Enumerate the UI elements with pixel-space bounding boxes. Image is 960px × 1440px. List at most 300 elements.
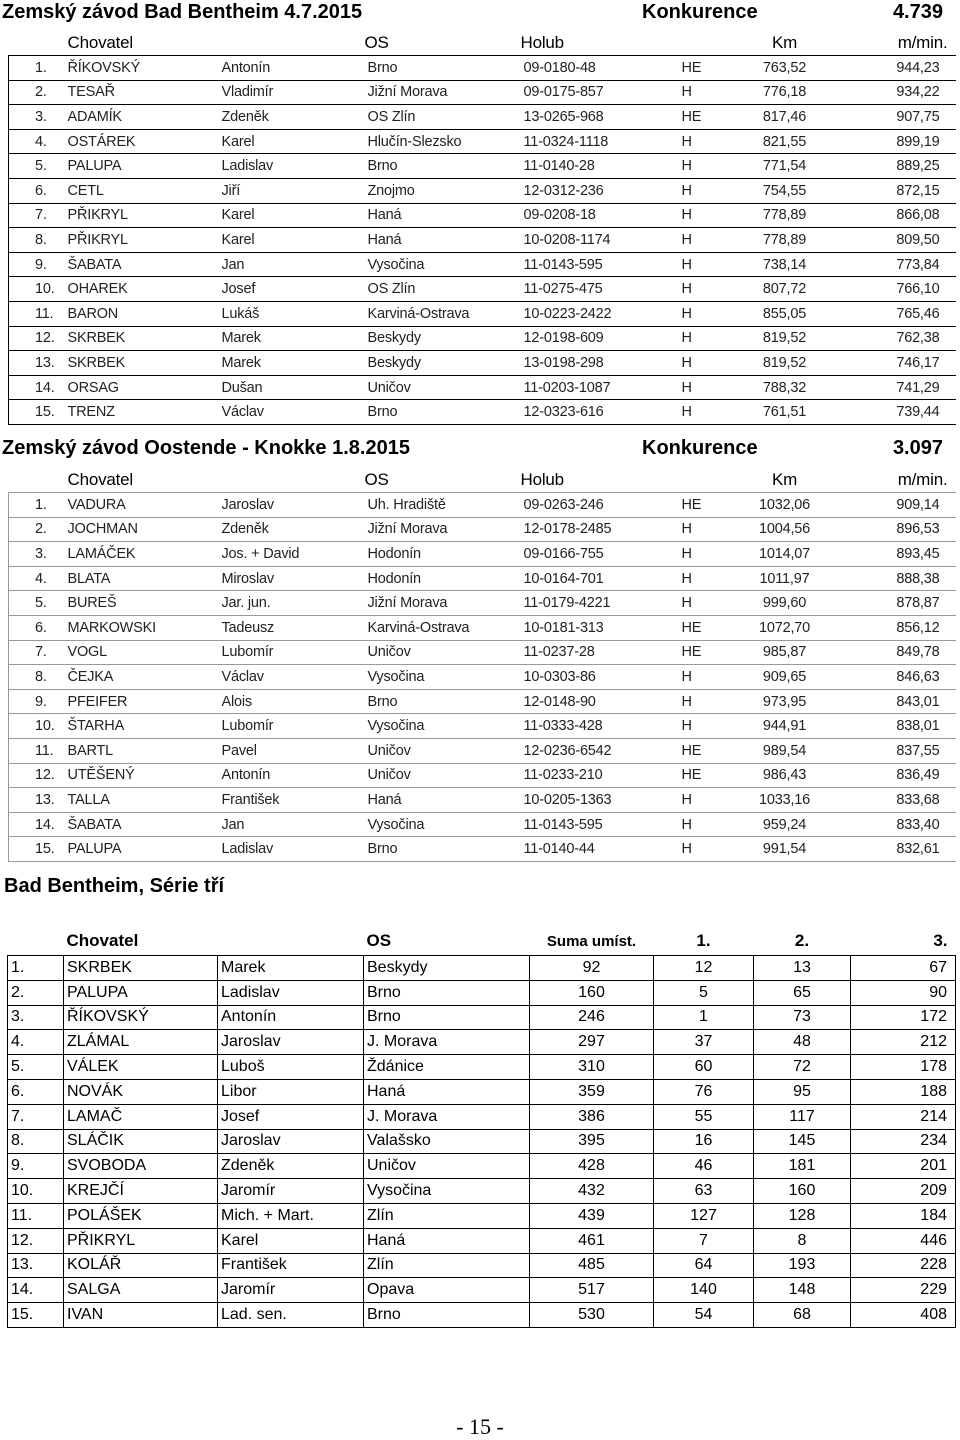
cell-distance: 754,55 xyxy=(727,178,843,203)
cell-club: Brno xyxy=(365,689,521,714)
cell-ring-number: 11-0140-28 xyxy=(521,154,679,179)
cell-place-1: 46 xyxy=(654,1154,754,1179)
cell-rank: 3. xyxy=(9,105,65,130)
cell-rank: 15. xyxy=(9,837,65,862)
table-row xyxy=(9,763,956,788)
cell-rank: 12. xyxy=(9,763,65,788)
cell-club: Uh. Hradiště xyxy=(365,493,521,518)
cell-rank: 5. xyxy=(9,154,65,179)
cell-sum: 439 xyxy=(530,1203,654,1228)
cell-speed: 893,45 xyxy=(843,542,956,567)
cell-sex: H xyxy=(679,129,727,154)
header-blank xyxy=(8,927,64,956)
cell-distance: 1011,97 xyxy=(727,566,843,591)
cell-ring-number: 13-0265-968 xyxy=(521,105,679,130)
cell-rank: 5. xyxy=(9,591,65,616)
table-row xyxy=(9,665,956,690)
cell-sum: 428 xyxy=(530,1154,654,1179)
cell-surname: PŘIKRYL xyxy=(65,203,219,228)
cell-place-1: 7 xyxy=(654,1228,754,1253)
series-title: Bad Bentheim, Série tří xyxy=(4,875,225,897)
header-chovatel: Chovatel xyxy=(64,927,218,956)
cell-sex: HE xyxy=(679,763,727,788)
cell-distance: 817,46 xyxy=(727,105,843,130)
cell-firstname: Marek xyxy=(218,956,364,981)
cell-rank: 6. xyxy=(9,615,65,640)
cell-distance: 985,87 xyxy=(727,640,843,665)
cell-distance: 819,52 xyxy=(727,326,843,351)
cell-sex: H xyxy=(679,351,727,376)
table-row xyxy=(8,1179,956,1204)
cell-ring-number: 11-0324-1118 xyxy=(521,129,679,154)
cell-firstname: Jaroslav xyxy=(219,493,365,518)
cell-surname: SALGA xyxy=(64,1278,218,1303)
header-blank xyxy=(679,468,727,493)
cell-surname: BLATA xyxy=(65,566,219,591)
cell-speed: 765,46 xyxy=(843,301,956,326)
cell-firstname: Jiří xyxy=(219,178,365,203)
race1-title: Zemský závod Bad Bentheim 4.7.2015 xyxy=(2,1,363,23)
cell-ring-number: 11-0179-4221 xyxy=(521,591,679,616)
cell-distance: 986,43 xyxy=(727,763,843,788)
cell-speed: 741,29 xyxy=(843,375,956,400)
cell-speed: 944,23 xyxy=(843,56,956,81)
table-row xyxy=(9,400,956,425)
table-row xyxy=(9,56,956,81)
cell-distance: 821,55 xyxy=(727,129,843,154)
cell-firstname: Jan xyxy=(219,252,365,277)
cell-club: Beskydy xyxy=(364,956,530,981)
cell-rank: 9. xyxy=(9,689,65,714)
cell-club: Beskydy xyxy=(365,351,521,376)
cell-distance: 761,51 xyxy=(727,400,843,425)
cell-place-1: 54 xyxy=(654,1303,754,1328)
cell-ring-number: 11-0203-1087 xyxy=(521,375,679,400)
table-row xyxy=(8,1203,956,1228)
header-blank xyxy=(219,468,365,493)
table-header-row xyxy=(9,468,956,493)
cell-ring-number: 11-0233-210 xyxy=(521,763,679,788)
cell-club: Haná xyxy=(365,788,521,813)
cell-rank: 13. xyxy=(9,351,65,376)
cell-club: Brno xyxy=(364,1303,530,1328)
cell-rank: 15. xyxy=(8,1303,64,1328)
cell-firstname: Václav xyxy=(219,665,365,690)
table-row xyxy=(9,689,956,714)
table-row xyxy=(9,542,956,567)
cell-rank: 14. xyxy=(8,1278,64,1303)
cell-club: Uničov xyxy=(365,640,521,665)
cell-place-3: 178 xyxy=(851,1055,956,1080)
cell-rank: 10. xyxy=(9,714,65,739)
cell-rank: 2. xyxy=(8,980,64,1005)
table-row xyxy=(8,1154,956,1179)
cell-distance: 1032,06 xyxy=(727,493,843,518)
cell-distance: 989,54 xyxy=(727,738,843,763)
header-speed: m/min. xyxy=(843,468,956,493)
cell-club: Brno xyxy=(364,1005,530,1030)
cell-place-2: 145 xyxy=(754,1129,851,1154)
cell-place-3: 188 xyxy=(851,1079,956,1104)
cell-sex: H xyxy=(679,80,727,105)
cell-sex: H xyxy=(679,277,727,302)
cell-sex: H xyxy=(679,400,727,425)
cell-distance: 1033,16 xyxy=(727,788,843,813)
cell-firstname: Josef xyxy=(219,277,365,302)
cell-place-1: 12 xyxy=(654,956,754,981)
cell-sex: H xyxy=(679,714,727,739)
cell-firstname: Zdeněk xyxy=(219,105,365,130)
race1-konkurence-value: 4.739 xyxy=(892,1,943,23)
cell-firstname: Zdeněk xyxy=(219,517,365,542)
cell-surname: OSTÁREK xyxy=(65,129,219,154)
header-os: OS xyxy=(364,927,530,956)
cell-club: Haná xyxy=(364,1079,530,1104)
cell-place-2: 68 xyxy=(754,1303,851,1328)
cell-rank: 7. xyxy=(9,203,65,228)
cell-surname: PFEIFER xyxy=(65,689,219,714)
table-row xyxy=(9,351,956,376)
cell-rank: 2. xyxy=(9,517,65,542)
cell-place-3: 229 xyxy=(851,1278,956,1303)
table-row xyxy=(9,129,956,154)
cell-sum: 461 xyxy=(530,1228,654,1253)
cell-sex: H xyxy=(679,326,727,351)
cell-club: Jižní Morava xyxy=(365,80,521,105)
cell-place-2: 8 xyxy=(754,1228,851,1253)
cell-firstname: František xyxy=(218,1253,364,1278)
table-row xyxy=(9,375,956,400)
cell-surname: ZLÁMAL xyxy=(64,1030,218,1055)
cell-firstname: Miroslav xyxy=(219,566,365,591)
table-row xyxy=(9,301,956,326)
cell-club: Uničov xyxy=(365,738,521,763)
cell-speed: 809,50 xyxy=(843,228,956,253)
cell-rank: 4. xyxy=(9,129,65,154)
cell-rank: 8. xyxy=(9,228,65,253)
cell-speed: 838,01 xyxy=(843,714,956,739)
cell-place-3: 67 xyxy=(851,956,956,981)
cell-surname: POLÁŠEK xyxy=(64,1203,218,1228)
cell-ring-number: 10-0208-1174 xyxy=(521,228,679,253)
cell-surname: ADAMÍK xyxy=(65,105,219,130)
cell-firstname: Ladislav xyxy=(219,837,365,862)
cell-place-2: 65 xyxy=(754,980,851,1005)
cell-club: Karviná-Ostrava xyxy=(365,301,521,326)
cell-sum: 395 xyxy=(530,1129,654,1154)
cell-sum: 160 xyxy=(530,980,654,1005)
table-row xyxy=(9,252,956,277)
cell-surname: SKRBEK xyxy=(64,956,218,981)
cell-club: Vysočina xyxy=(365,714,521,739)
cell-sex: H xyxy=(679,178,727,203)
cell-firstname: Karel xyxy=(219,203,365,228)
cell-speed: 909,14 xyxy=(843,493,956,518)
cell-sex: H xyxy=(679,689,727,714)
cell-speed: 739,44 xyxy=(843,400,956,425)
cell-place-3: 234 xyxy=(851,1129,956,1154)
table-row xyxy=(8,1104,956,1129)
cell-sex: H xyxy=(679,154,727,179)
table-row xyxy=(9,228,956,253)
cell-distance: 1004,56 xyxy=(727,517,843,542)
cell-ring-number: 10-0164-701 xyxy=(521,566,679,591)
cell-place-2: 95 xyxy=(754,1079,851,1104)
cell-speed: 833,40 xyxy=(843,812,956,837)
header-blank xyxy=(9,31,65,56)
cell-place-2: 13 xyxy=(754,956,851,981)
cell-surname: VÁLEK xyxy=(64,1055,218,1080)
cell-rank: 12. xyxy=(9,326,65,351)
cell-surname: SLÁČIK xyxy=(64,1129,218,1154)
cell-sex: HE xyxy=(679,493,727,518)
cell-speed: 899,19 xyxy=(843,129,956,154)
cell-surname: OHAREK xyxy=(65,277,219,302)
cell-surname: ŠTARHA xyxy=(65,714,219,739)
table-row xyxy=(9,812,956,837)
cell-ring-number: 09-0208-18 xyxy=(521,203,679,228)
table-row xyxy=(8,1303,956,1328)
cell-firstname: Jos. + David xyxy=(219,542,365,567)
header-holub: Holub xyxy=(521,31,679,56)
cell-club: Jižní Morava xyxy=(365,517,521,542)
cell-sum: 517 xyxy=(530,1278,654,1303)
cell-rank: 6. xyxy=(9,178,65,203)
series-table xyxy=(7,927,956,1328)
cell-rank: 9. xyxy=(9,252,65,277)
cell-speed: 833,68 xyxy=(843,788,956,813)
cell-sum: 386 xyxy=(530,1104,654,1129)
header-km: Km xyxy=(727,468,843,493)
cell-place-2: 73 xyxy=(754,1005,851,1030)
cell-surname: ŠABATA xyxy=(65,812,219,837)
cell-ring-number: 11-0237-28 xyxy=(521,640,679,665)
cell-rank: 3. xyxy=(8,1005,64,1030)
cell-sex: HE xyxy=(679,105,727,130)
cell-surname: KOLÁŘ xyxy=(64,1253,218,1278)
cell-firstname: Jaroslav xyxy=(218,1030,364,1055)
cell-place-3: 446 xyxy=(851,1228,956,1253)
cell-rank: 13. xyxy=(8,1253,64,1278)
cell-place-3: 214 xyxy=(851,1104,956,1129)
cell-ring-number: 11-0143-595 xyxy=(521,252,679,277)
cell-speed: 773,84 xyxy=(843,252,956,277)
table-row xyxy=(9,738,956,763)
cell-firstname: Tadeusz xyxy=(219,615,365,640)
header-race1: 1. xyxy=(654,927,754,956)
table-row xyxy=(8,956,956,981)
table-row xyxy=(9,105,956,130)
cell-club: Karviná-Ostrava xyxy=(365,615,521,640)
cell-club: Vysočina xyxy=(364,1179,530,1204)
cell-surname: VOGL xyxy=(65,640,219,665)
cell-club: Hodonín xyxy=(365,566,521,591)
cell-firstname: Antonín xyxy=(219,56,365,81)
cell-speed: 746,17 xyxy=(843,351,956,376)
table-row xyxy=(9,517,956,542)
cell-speed: 766,10 xyxy=(843,277,956,302)
cell-speed: 846,63 xyxy=(843,665,956,690)
cell-rank: 3. xyxy=(9,542,65,567)
table-row xyxy=(9,640,956,665)
cell-sex: H xyxy=(679,837,727,862)
cell-ring-number: 09-0263-246 xyxy=(521,493,679,518)
cell-club: Beskydy xyxy=(365,326,521,351)
cell-rank: 11. xyxy=(9,738,65,763)
cell-rank: 7. xyxy=(8,1104,64,1129)
cell-firstname: Jar. jun. xyxy=(219,591,365,616)
table-row xyxy=(8,1253,956,1278)
cell-sex: HE xyxy=(679,640,727,665)
cell-ring-number: 10-0223-2422 xyxy=(521,301,679,326)
cell-club: Brno xyxy=(365,400,521,425)
cell-firstname: Alois xyxy=(219,689,365,714)
cell-club: J. Morava xyxy=(364,1030,530,1055)
table-row xyxy=(9,493,956,518)
table-row xyxy=(9,837,956,862)
cell-firstname: Mich. + Mart. xyxy=(218,1203,364,1228)
cell-distance: 819,52 xyxy=(727,351,843,376)
cell-firstname: Josef xyxy=(218,1104,364,1129)
cell-club: Haná xyxy=(365,228,521,253)
cell-rank: 11. xyxy=(8,1203,64,1228)
cell-rank: 8. xyxy=(8,1129,64,1154)
cell-rank: 10. xyxy=(9,277,65,302)
race1-konkurence-label: Konkurence xyxy=(642,1,758,23)
cell-firstname: Antonín xyxy=(218,1005,364,1030)
cell-firstname: Jaromír xyxy=(218,1278,364,1303)
cell-sum: 530 xyxy=(530,1303,654,1328)
race2-konkurence-label: Konkurence xyxy=(642,437,758,459)
cell-firstname: Vladimír xyxy=(219,80,365,105)
cell-ring-number: 11-0275-475 xyxy=(521,277,679,302)
cell-surname: TRENZ xyxy=(65,400,219,425)
header-os: OS xyxy=(365,468,521,493)
cell-sex: H xyxy=(679,252,727,277)
cell-place-3: 212 xyxy=(851,1030,956,1055)
cell-ring-number: 12-0236-6542 xyxy=(521,738,679,763)
cell-firstname: Lad. sen. xyxy=(218,1303,364,1328)
cell-rank: 8. xyxy=(9,665,65,690)
cell-ring-number: 12-0148-90 xyxy=(521,689,679,714)
cell-sex: H xyxy=(679,375,727,400)
cell-firstname: Dušan xyxy=(219,375,365,400)
cell-place-2: 160 xyxy=(754,1179,851,1204)
cell-speed: 836,49 xyxy=(843,763,956,788)
header-blank xyxy=(679,31,727,56)
cell-ring-number: 11-0143-595 xyxy=(521,812,679,837)
table-row xyxy=(8,1030,956,1055)
cell-rank: 12. xyxy=(8,1228,64,1253)
cell-place-3: 228 xyxy=(851,1253,956,1278)
cell-place-1: 127 xyxy=(654,1203,754,1228)
cell-rank: 5. xyxy=(8,1055,64,1080)
cell-surname: SKRBEK xyxy=(65,351,219,376)
cell-club: Opava xyxy=(364,1278,530,1303)
cell-sex: H xyxy=(679,542,727,567)
cell-club: Valašsko xyxy=(364,1129,530,1154)
cell-club: Vysočina xyxy=(365,252,521,277)
cell-firstname: Luboš xyxy=(218,1055,364,1080)
cell-place-2: 48 xyxy=(754,1030,851,1055)
table-row xyxy=(9,178,956,203)
cell-sum: 92 xyxy=(530,956,654,981)
cell-speed: 896,53 xyxy=(843,517,956,542)
cell-place-1: 5 xyxy=(654,980,754,1005)
cell-place-2: 181 xyxy=(754,1154,851,1179)
cell-firstname: Karel xyxy=(218,1228,364,1253)
header-km: Km xyxy=(727,31,843,56)
cell-rank: 4. xyxy=(9,566,65,591)
cell-sex: H xyxy=(679,812,727,837)
cell-surname: ŘÍKOVSKÝ xyxy=(64,1005,218,1030)
cell-club: Uničov xyxy=(364,1154,530,1179)
cell-surname: KREJČÍ xyxy=(64,1179,218,1204)
cell-place-1: 55 xyxy=(654,1104,754,1129)
cell-surname: LAMAČ xyxy=(64,1104,218,1129)
cell-sex: HE xyxy=(679,738,727,763)
cell-place-3: 90 xyxy=(851,980,956,1005)
table-header-row xyxy=(8,927,956,956)
cell-firstname: František xyxy=(219,788,365,813)
table-row xyxy=(9,566,956,591)
cell-place-1: 140 xyxy=(654,1278,754,1303)
cell-club: Vysočina xyxy=(365,665,521,690)
cell-club: Vysočina xyxy=(365,812,521,837)
cell-place-1: 63 xyxy=(654,1179,754,1204)
race2-heading xyxy=(2,437,957,463)
table-row xyxy=(9,277,956,302)
cell-rank: 13. xyxy=(9,788,65,813)
cell-speed: 889,25 xyxy=(843,154,956,179)
cell-surname: BARON xyxy=(65,301,219,326)
cell-place-2: 148 xyxy=(754,1278,851,1303)
cell-rank: 7. xyxy=(9,640,65,665)
cell-firstname: Václav xyxy=(219,400,365,425)
cell-sum: 359 xyxy=(530,1079,654,1104)
cell-firstname: Lubomír xyxy=(219,714,365,739)
cell-ring-number: 10-0181-313 xyxy=(521,615,679,640)
cell-club: Hodonín xyxy=(365,542,521,567)
cell-surname: NOVÁK xyxy=(64,1079,218,1104)
header-suma: Suma umíst. xyxy=(530,927,654,956)
cell-firstname: Marek xyxy=(219,326,365,351)
cell-distance: 944,91 xyxy=(727,714,843,739)
cell-ring-number: 09-0175-857 xyxy=(521,80,679,105)
cell-distance: 973,95 xyxy=(727,689,843,714)
cell-ring-number: 09-0180-48 xyxy=(521,56,679,81)
cell-surname: LAMÁČEK xyxy=(65,542,219,567)
header-blank xyxy=(9,468,65,493)
table-row xyxy=(8,1079,956,1104)
cell-club: Uničov xyxy=(365,763,521,788)
cell-surname: BARTL xyxy=(65,738,219,763)
cell-surname: PŘIKRYL xyxy=(64,1228,218,1253)
cell-firstname: Ladislav xyxy=(218,980,364,1005)
cell-speed: 866,08 xyxy=(843,203,956,228)
cell-rank: 11. xyxy=(9,301,65,326)
page-number: - 15 - xyxy=(456,1414,504,1439)
race1-heading xyxy=(2,1,957,27)
cell-ring-number: 12-0312-236 xyxy=(521,178,679,203)
cell-rank: 4. xyxy=(8,1030,64,1055)
cell-place-1: 76 xyxy=(654,1079,754,1104)
header-chovatel: Chovatel xyxy=(65,31,219,56)
cell-ring-number: 13-0198-298 xyxy=(521,351,679,376)
header-race3: 3. xyxy=(851,927,956,956)
cell-firstname: Marek xyxy=(219,351,365,376)
cell-surname: TESAŘ xyxy=(65,80,219,105)
